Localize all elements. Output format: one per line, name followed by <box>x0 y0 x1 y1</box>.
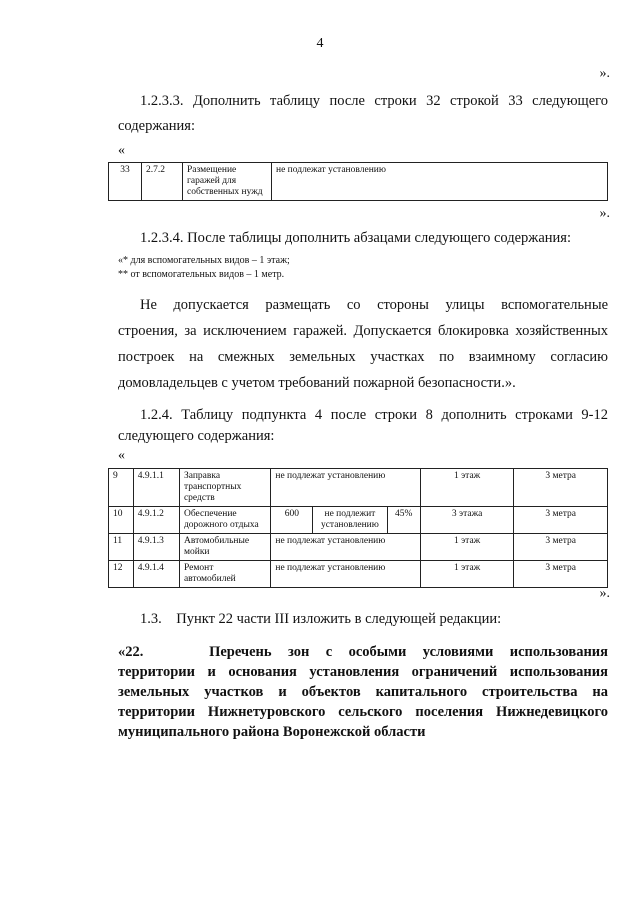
cell-number: 10 <box>109 507 134 534</box>
cell-code: 4.9.1.3 <box>133 534 179 561</box>
paragraph-1-2-3-3-line1: 1.2.3.3. Дополнить таблицу после строки 32 строкой 33 следующего <box>140 93 608 109</box>
table-row <box>109 469 608 507</box>
table-row-33 <box>108 162 608 201</box>
cell-floors: 1 этаж <box>420 534 514 561</box>
table-row <box>109 163 608 201</box>
cell-distance: 3 метра <box>514 469 608 507</box>
paragraph-rules-line4: домовладельцев с учетом требований пожарной безопасности.». <box>118 375 516 391</box>
paragraph-rules-line1: Не допускается размещать со стороны улицы вспомогательные <box>140 297 608 313</box>
cell-value: не подлежат установлению <box>271 534 420 561</box>
note-auxiliary-distance: ** от вспомогательных видов – 1 метр. <box>118 269 285 280</box>
closing-quote: ». <box>599 206 610 221</box>
paragraph-rules-line3: построек на смежных земельных участках по взаимному согласию <box>118 349 608 365</box>
cell-number: 12 <box>109 561 134 588</box>
cell-number: 9 <box>109 469 134 507</box>
cell-code: 2.7.2 <box>142 163 183 201</box>
closing-quote: ». <box>599 66 610 81</box>
cell-number: 11 <box>109 534 134 561</box>
cell-code: 4.9.1.4 <box>133 561 179 588</box>
paragraph-1-2-4-line2: следующего содержания: <box>118 428 275 444</box>
paragraph-1-2-4-line1: 1.2.4. Таблицу подпункта 4 после строки 8 дополнить строками 9-12 <box>140 407 608 423</box>
cell-floors: 1 этаж <box>420 561 514 588</box>
opening-quote: « <box>118 143 125 158</box>
heading-22-line2: территории и основания установления ограничений использования <box>118 664 608 680</box>
cell-distance: 3 метра <box>514 561 608 588</box>
opening-quote: « <box>118 448 125 463</box>
cell-code: 4.9.1.1 <box>133 469 179 507</box>
heading-22-line4: территории Нижнетуровского сельского поселения Нижнедевицкого <box>118 704 608 720</box>
cell-name: Обеспечение дорожного отдыха <box>179 507 270 534</box>
paragraph-1-2-3-4: 1.2.3.4. После таблицы дополнить абзацами следующего содержания: <box>140 230 571 246</box>
cell-value: не подлежат установлению <box>272 163 608 201</box>
cell-name: Ремонт автомобилей <box>179 561 270 588</box>
heading-22-line5: муниципального района Воронежской области <box>118 724 426 740</box>
cell-distance: 3 метра <box>514 534 608 561</box>
cell-floors: 1 этаж <box>420 469 514 507</box>
note-auxiliary-floors: «* для вспомогательных видов – 1 этаж; <box>118 255 290 266</box>
table-row <box>109 534 608 561</box>
cell-code: 4.9.1.2 <box>133 507 179 534</box>
cell-value: не подлежат установлению <box>271 561 420 588</box>
cell-percent: 45% <box>387 507 420 534</box>
heading-22-line1: «22. Перечень зон с особыми условиями использования <box>118 644 608 660</box>
paragraph-rules-line2: строения, за исключением гаражей. Допускается блокировка хозяйственных <box>118 323 608 339</box>
heading-22-line3: земельных участков и объектов капитального строительства на <box>118 684 608 700</box>
cell-value: не подлежат установлению <box>271 469 420 507</box>
cell-floors: 3 этажа <box>420 507 514 534</box>
closing-quote: ». <box>599 586 610 601</box>
cell-area: 600 <box>271 507 313 534</box>
cell-name: Автомобильные мойки <box>179 534 270 561</box>
page-number: 4 <box>316 36 324 51</box>
paragraph-1-3: 1.3. Пункт 22 части III изложить в следующей редакции: <box>140 611 502 627</box>
paragraph-1-2-3-3-line2: содержания: <box>118 118 196 134</box>
table-row <box>109 507 608 534</box>
cell-name: Размещение гаражей для собственных нужд <box>183 163 272 201</box>
table-rows-9-12 <box>108 468 608 588</box>
cell-number: 33 <box>109 163 142 201</box>
cell-value: не подлежит установлению <box>313 507 387 534</box>
cell-distance: 3 метра <box>514 507 608 534</box>
table-row <box>109 561 608 588</box>
cell-name: Заправка транспортных средств <box>179 469 270 507</box>
